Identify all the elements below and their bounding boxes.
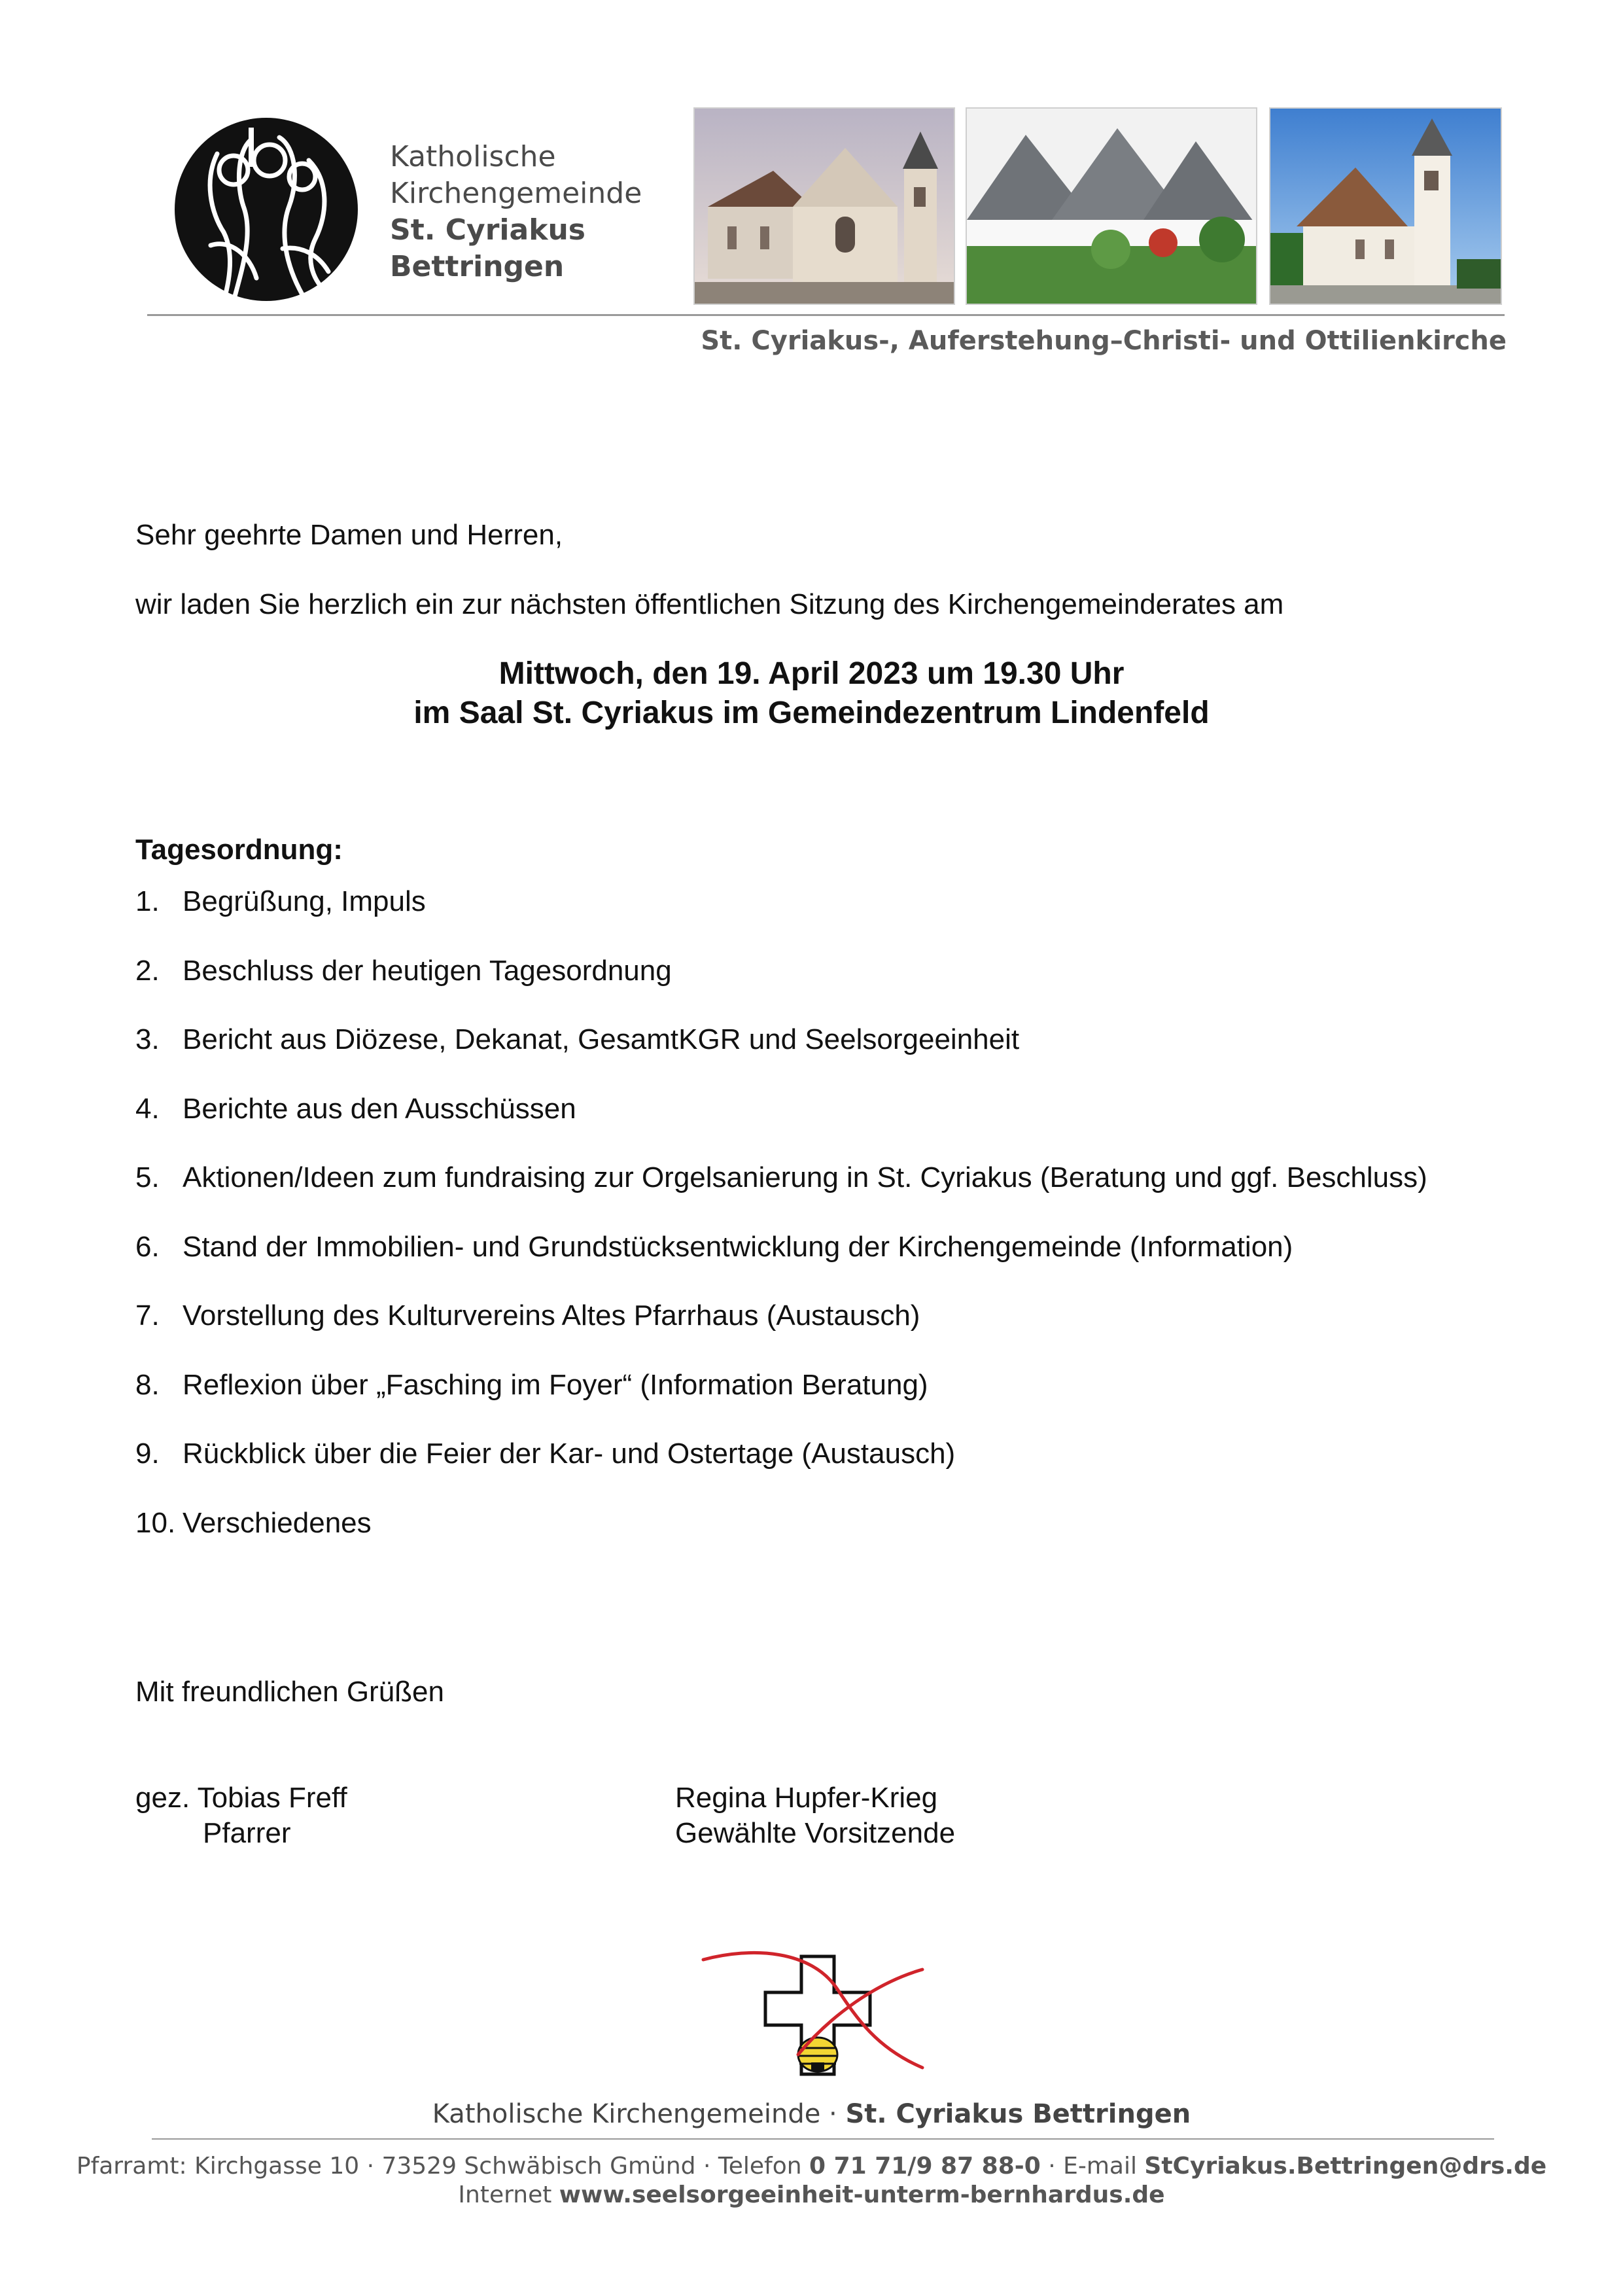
org-name-line-3: St. Cyriakus bbox=[390, 213, 585, 247]
signer-pastor-name: gez. Tobias Freff bbox=[135, 1782, 347, 1814]
footer-internet-label: Internet bbox=[458, 2181, 552, 2208]
footer-divider bbox=[152, 2138, 1494, 2140]
header-churches-subtitle: St. Cyriakus-, Auferstehung–Christi- und Ottilienkirche bbox=[701, 326, 1507, 356]
agenda-item-text: Rückblick über die Feier der Kar- und Ostertage (Austausch) bbox=[183, 1438, 956, 1470]
org-name-line-1: Katholische bbox=[390, 140, 556, 173]
agenda-item bbox=[135, 1437, 1427, 1506]
footer-org-prefix: Katholische Kirchengemeinde · bbox=[432, 2099, 837, 2129]
agenda-list bbox=[135, 885, 1427, 1575]
agenda-item bbox=[135, 885, 1427, 954]
agenda-item bbox=[135, 1092, 1427, 1161]
agenda-item-text: Begrüßung, Impuls bbox=[183, 885, 426, 917]
church-photo-ottilienkirche bbox=[1269, 107, 1502, 305]
agenda-item-number: 5. bbox=[135, 1161, 160, 1193]
header-divider bbox=[147, 314, 1505, 316]
agenda-item bbox=[135, 1299, 1427, 1368]
signer-pastor-role: Pfarrer bbox=[203, 1817, 291, 1849]
meeting-place: im Saal St. Cyriakus im Gemeindezentrum Lindenfeld bbox=[413, 696, 1210, 730]
footer-internet-line bbox=[0, 2181, 1623, 2208]
footer-website-link[interactable]: www.seelsorgeeinheit-unterm-bernhardus.de bbox=[559, 2181, 1165, 2208]
footer-phone: 0 71 71/9 87 88-0 bbox=[809, 2153, 1041, 2180]
church-photo-st-cyriakus bbox=[693, 107, 955, 305]
footer-email-label: · E-mail bbox=[1048, 2153, 1137, 2180]
agenda-item-text: Bericht aus Diözese, Dekanat, GesamtKGR und Seelsorgeeinheit bbox=[183, 1023, 1020, 1055]
agenda-item-text: Beschluss der heutigen Tagesordnung bbox=[183, 954, 672, 987]
agenda-title: Tagesordnung: bbox=[135, 834, 343, 866]
agenda-item-number: 1. bbox=[135, 885, 160, 917]
agenda-item-number: 4. bbox=[135, 1092, 160, 1125]
agenda-item-number: 10. bbox=[135, 1506, 176, 1539]
agenda-item bbox=[135, 1506, 1427, 1576]
salutation: Sehr geehrte Damen und Herren, bbox=[135, 519, 563, 551]
agenda-item-number: 9. bbox=[135, 1438, 160, 1470]
meeting-date: Mittwoch, den 19. April 2023 um 19.30 Uhr bbox=[498, 656, 1125, 691]
footer-address: Pfarramt: Kirchgasse 10 · 73529 Schwäbisch Gmünd · Telefon bbox=[76, 2153, 802, 2180]
agenda-item-text: Stand der Immobilien- und Grundstücksentwicklung der Kirchengemeinde (Information) bbox=[183, 1230, 1293, 1263]
footer-org-bold: St. Cyriakus Bettringen bbox=[845, 2099, 1191, 2129]
agenda-item-text: Vorstellung des Kulturvereins Altes Pfarrhaus (Austausch) bbox=[183, 1299, 920, 1332]
footer-org-name bbox=[0, 2099, 1623, 2129]
org-name-line-4: Bettringen bbox=[390, 250, 565, 283]
agenda-item-text: Verschiedenes bbox=[183, 1506, 372, 1539]
agenda-item-number: 2. bbox=[135, 954, 160, 987]
church-photo-auferstehung-christi bbox=[966, 107, 1257, 305]
agenda-item-text: Reflexion über „Fasching im Foyer“ (Information Beratung) bbox=[183, 1368, 928, 1401]
agenda-item bbox=[135, 1368, 1427, 1438]
parish-logo bbox=[171, 115, 361, 304]
cross-beehive-emblem bbox=[700, 1943, 935, 2087]
footer-contact-line bbox=[0, 2153, 1623, 2180]
agenda-item-number: 6. bbox=[135, 1230, 160, 1263]
agenda-item-text: Aktionen/Ideen zum fundraising zur Orgelsanierung in St. Cyriakus (Beratung und ggf. Beschluss) bbox=[183, 1161, 1427, 1193]
agenda-item bbox=[135, 1230, 1427, 1299]
agenda-item-number: 8. bbox=[135, 1368, 160, 1401]
signer-chair-name: Regina Hupfer-Krieg bbox=[675, 1782, 938, 1814]
footer-email[interactable]: StCyriakus.Bettringen@drs.de bbox=[1144, 2153, 1547, 2180]
invitation-intro: wir laden Sie herzlich ein zur nächsten öffentlichen Sitzung des Kirchengemeinderates am bbox=[135, 588, 1284, 620]
agenda-item-number: 7. bbox=[135, 1299, 160, 1332]
agenda-item bbox=[135, 954, 1427, 1023]
agenda-item-text: Berichte aus den Ausschüssen bbox=[183, 1092, 576, 1125]
agenda-item-number: 3. bbox=[135, 1023, 160, 1055]
closing: Mit freundlichen Grüßen bbox=[135, 1676, 444, 1708]
agenda-item bbox=[135, 1023, 1427, 1092]
org-name-line-2: Kirchengemeinde bbox=[390, 177, 642, 210]
agenda-item bbox=[135, 1161, 1427, 1230]
signer-chair-role: Gewählte Vorsitzende bbox=[675, 1817, 956, 1849]
